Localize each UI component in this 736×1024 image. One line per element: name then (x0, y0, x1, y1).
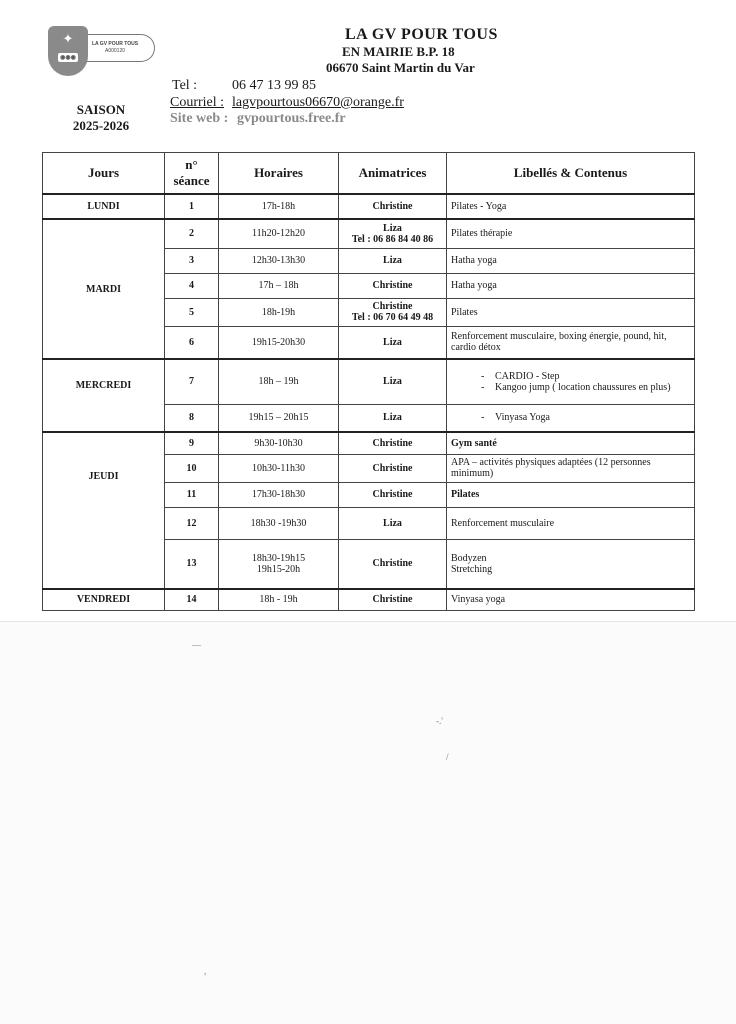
session-hours: 19h15-20h30 (219, 326, 339, 359)
logo-text-line1: LA GV POUR TOUS (91, 41, 139, 47)
instructor-tel: Tel : 06 70 64 49 48 (351, 312, 434, 323)
session-number: 8 (165, 404, 219, 432)
session-hours: 17h30-18h30 (219, 482, 339, 507)
schedule-table (42, 152, 695, 611)
session-instructor: Liza (339, 248, 447, 273)
session-hours: 18h – 19h (219, 359, 339, 404)
session-instructor: Liza (339, 359, 447, 404)
session-number: 2 (165, 219, 219, 248)
table-row (43, 432, 695, 454)
federation-mark-icon: ◉◉◉ (60, 55, 76, 61)
session-instructor: Christine (339, 539, 447, 589)
session-hours: 17h-18h (219, 194, 339, 219)
session-number: 7 (165, 359, 219, 404)
header-hours: Horaires (219, 153, 339, 195)
org-name: LA GV POUR TOUS (345, 26, 498, 43)
session-content: Hatha yoga (447, 273, 695, 298)
session-hours: 18h - 19h (219, 589, 339, 610)
session-number: 3 (165, 248, 219, 273)
session-content: Renforcement musculaire, boxing énergie, pound, hit, cardio détox (447, 326, 695, 359)
day-vendredi: VENDREDI (43, 589, 165, 610)
list-item: - Vinyasa Yoga (481, 412, 690, 423)
org-address-line1: EN MAIRIE B.P. 18 (342, 44, 455, 59)
header-session: n° séance (165, 153, 219, 195)
session-content: Hatha yoga (447, 248, 695, 273)
content-line: Stretching (451, 563, 493, 575)
web-link[interactable]: gvpourtous.free.fr (237, 111, 346, 126)
session-hours (219, 539, 339, 589)
session-number: 11 (165, 482, 219, 507)
club-logo (48, 26, 156, 88)
session-number: 10 (165, 454, 219, 482)
logo-badge (48, 26, 88, 76)
season-label: SAISON (76, 102, 126, 117)
table-row (43, 589, 695, 610)
header-day: Jours (43, 153, 165, 195)
tel-value: 06 47 13 99 85 (232, 78, 316, 93)
session-number: 1 (165, 194, 219, 219)
session-number: 14 (165, 589, 219, 610)
day-mercredi: MERCREDI (43, 359, 165, 432)
session-instructor: Christine (339, 273, 447, 298)
header-content: Libellés & Contenus (447, 153, 695, 195)
session-hours: 18h30 -19h30 (219, 507, 339, 539)
session-instructor: Christine (339, 194, 447, 219)
list-item: - CARDIO - Step (481, 371, 690, 382)
session-hours: 17h – 18h (219, 273, 339, 298)
scan-speck: / (446, 752, 449, 762)
session-instructor (339, 298, 447, 326)
session-hours: 9h30-10h30 (219, 432, 339, 454)
session-number: 5 (165, 298, 219, 326)
session-content: Gym santé (447, 432, 695, 454)
scan-speck: — (192, 640, 201, 650)
list-item: - Kangoo jump ( location chaussures en plus) (481, 382, 690, 393)
session-instructor: Christine (339, 482, 447, 507)
scan-speck: -.' (436, 716, 443, 726)
session-content: Pilates - Yoga (447, 194, 695, 219)
session-instructor: Christine (339, 589, 447, 610)
session-number: 6 (165, 326, 219, 359)
session-hours: 12h30-13h30 (219, 248, 339, 273)
instructor-name: Liza (383, 222, 402, 234)
session-number: 9 (165, 432, 219, 454)
session-instructor: Christine (339, 454, 447, 482)
logo-text-line2: A000120 (104, 48, 126, 54)
session-content: Pilates thérapie (447, 219, 695, 248)
mail-link[interactable]: lagvpourtous06670@orange.fr (232, 95, 404, 110)
session-hours: 18h-19h (219, 298, 339, 326)
table-row (43, 219, 695, 248)
session-hours: 10h30-11h30 (219, 454, 339, 482)
mail-label: Courriel : (170, 95, 225, 110)
season-years: 2025-2026 (72, 118, 130, 133)
tel-label: Tel : (172, 78, 198, 93)
session-content: Vinyasa yoga (447, 589, 695, 610)
session-hours: 11h20-12h20 (219, 219, 339, 248)
web-label: Site web : (170, 111, 229, 126)
hours-slot: 18h30-19h15 (251, 552, 306, 564)
session-instructor: Liza (339, 326, 447, 359)
session-instructor (339, 219, 447, 248)
content-list (451, 412, 690, 423)
day-jeudi: JEUDI (43, 432, 165, 589)
table-row (43, 194, 695, 219)
table-row (43, 359, 695, 404)
session-content (447, 539, 695, 589)
session-hours: 19h15 – 20h15 (219, 404, 339, 432)
session-content: APA – activités physiques adaptées (12 personnes minimum) (447, 454, 695, 482)
scan-blank-area (0, 622, 736, 1024)
session-content: Pilates (447, 482, 695, 507)
session-content (447, 359, 695, 404)
instructor-name: Christine (372, 301, 413, 312)
header-instructor: Animatrices (339, 153, 447, 195)
session-content (447, 404, 695, 432)
gymnast-icon: ✦ (62, 31, 74, 46)
session-content: Renforcement musculaire (447, 507, 695, 539)
session-number: 13 (165, 539, 219, 589)
content-line: Bodyzen (451, 552, 487, 564)
season-block (70, 102, 132, 134)
instructor-tel: Tel : 06 86 84 40 86 (351, 233, 434, 245)
session-number: 4 (165, 273, 219, 298)
table-header-row (43, 153, 695, 195)
content-list (451, 371, 690, 393)
day-mardi: MARDI (43, 219, 165, 359)
scan-speck: , (204, 966, 207, 976)
session-instructor: Liza (339, 404, 447, 432)
session-number: 12 (165, 507, 219, 539)
session-content: Pilates (447, 298, 695, 326)
session-instructor: Liza (339, 507, 447, 539)
org-address-line2: 06670 Saint Martin du Var (326, 60, 475, 75)
day-lundi: LUNDI (43, 194, 165, 219)
session-instructor: Christine (339, 432, 447, 454)
hours-slot: 19h15-20h (256, 563, 301, 575)
